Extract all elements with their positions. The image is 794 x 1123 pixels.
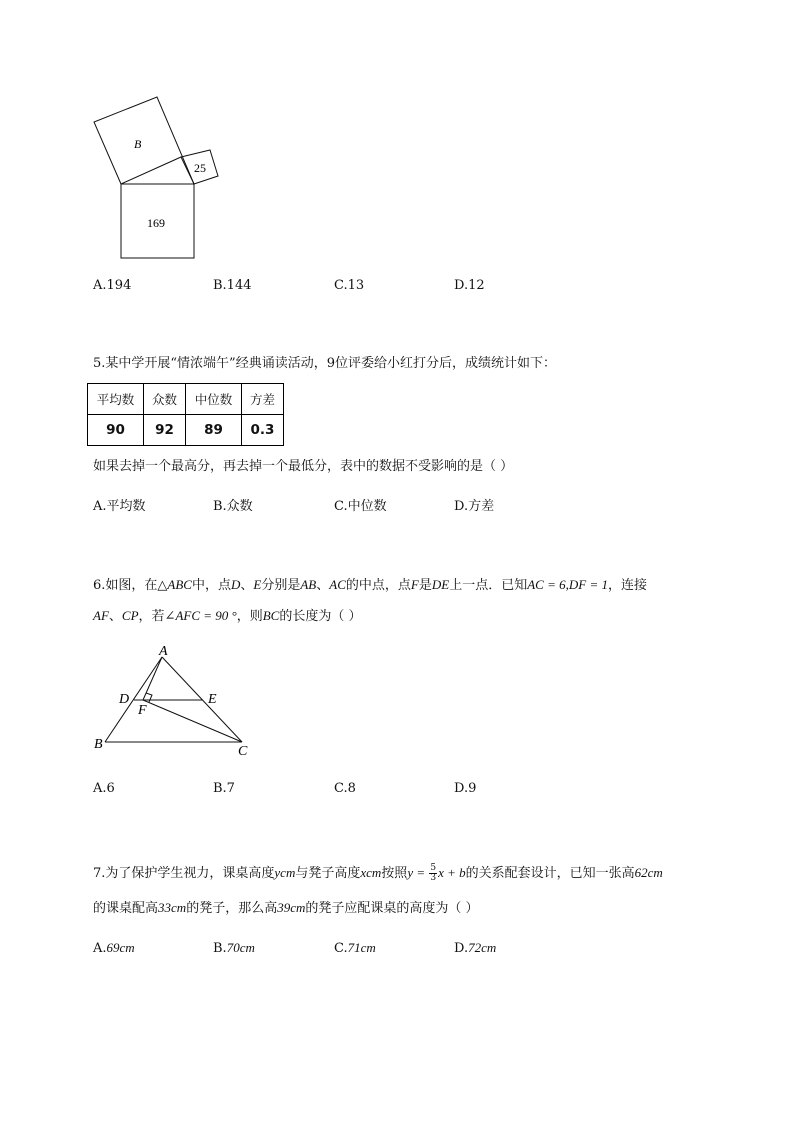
label-e: E bbox=[208, 692, 217, 707]
q6-stem-line2: AF、CP，若∠AFC = 90 °，则BC的长度为（ ） bbox=[93, 608, 362, 624]
q4-option-a[interactable]: A.194 bbox=[93, 278, 132, 293]
triangle-edge bbox=[121, 157, 181, 184]
header-mode: 众数 bbox=[144, 384, 186, 415]
q4-option-d[interactable]: D.12 bbox=[454, 278, 485, 293]
right-angle-mark bbox=[146, 693, 152, 702]
q6-option-c[interactable]: C.8 bbox=[334, 781, 356, 796]
q7-option-b[interactable]: B.70cm bbox=[213, 940, 255, 956]
label-b: B bbox=[94, 737, 103, 752]
q7-stem-line1: 7.为了保护学生视力，课桌高度ycm与凳子高度xcm按照y = $\frac{5}{3}$ x + b的关系配套设计，已知一张高62cm bbox=[93, 863, 663, 883]
label-square-b: B bbox=[134, 137, 142, 151]
q6-option-a[interactable]: A.6 bbox=[93, 781, 115, 796]
segment-af bbox=[143, 657, 162, 700]
label-square-big: 169 bbox=[147, 216, 165, 230]
header-median: 中位数 bbox=[186, 384, 242, 415]
label-a: A bbox=[159, 644, 168, 659]
q7-option-d[interactable]: D.72cm bbox=[454, 940, 497, 956]
label-c: C bbox=[238, 744, 248, 759]
segment-fc bbox=[143, 700, 242, 742]
q6-option-d[interactable]: D.9 bbox=[454, 781, 477, 796]
fraction: $\frac{5}{3}$ bbox=[430, 863, 437, 883]
q4-option-c[interactable]: C.13 bbox=[334, 278, 365, 293]
q5-stats-table bbox=[87, 383, 284, 446]
q5-option-c[interactable]: C.中位数 bbox=[334, 499, 387, 514]
q5-option-b[interactable]: B.众数 bbox=[213, 499, 253, 514]
header-mean: 平均数 bbox=[88, 384, 144, 415]
q7-option-c[interactable]: C.71cm bbox=[334, 940, 376, 956]
q5-option-a[interactable]: A.平均数 bbox=[93, 499, 146, 514]
value-mean: 90 bbox=[88, 415, 144, 446]
q7-option-a[interactable]: A.69cm bbox=[93, 940, 135, 956]
value-median: 89 bbox=[186, 415, 242, 446]
q4-option-b[interactable]: B.144 bbox=[213, 278, 252, 293]
label-square-small: 25 bbox=[194, 161, 206, 175]
header-variance: 方差 bbox=[242, 384, 284, 415]
q5-option-d[interactable]: D.方差 bbox=[454, 499, 495, 514]
label-f: F bbox=[138, 703, 147, 718]
value-variance: 0.3 bbox=[242, 415, 284, 446]
label-d: D bbox=[119, 692, 130, 707]
pythagoras-squares-figure bbox=[80, 85, 240, 265]
q6-stem-line1: 6.如图，在△ABC中，点D、E分别是AB、AC的中点，点F是DE上一点．已知AC = 6,DF = 1，连接 bbox=[93, 577, 647, 593]
square-b bbox=[94, 97, 194, 184]
value-mode: 92 bbox=[144, 415, 186, 446]
triangle-figure bbox=[85, 638, 260, 763]
q5-question: 如果去掉一个最高分，再去掉一个最低分，表中的数据不受影响的是（ ） bbox=[93, 459, 514, 474]
q5-stem: 5.某中学开展“情浓端午”经典诵读活动，9位评委给小红打分后，成绩统计如下： bbox=[93, 356, 556, 371]
q6-option-b[interactable]: B.7 bbox=[213, 781, 235, 796]
q7-stem-line2: 的课桌配高33cm的凳子，那么高39cm的凳子应配课桌的高度为（ ） bbox=[93, 900, 479, 916]
